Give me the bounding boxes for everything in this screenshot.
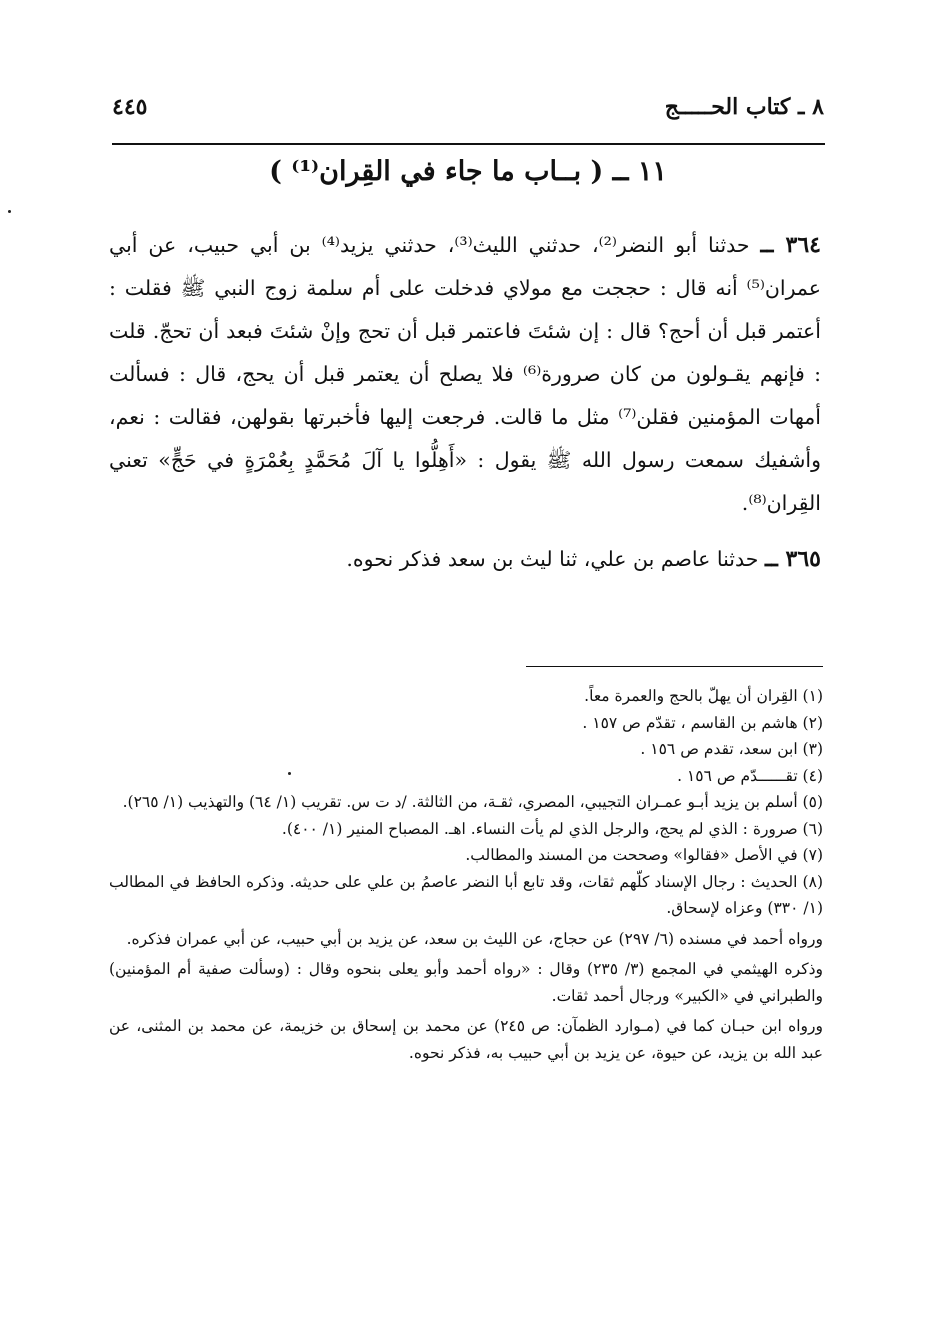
footnote-rule xyxy=(526,666,823,667)
footnote-4: (٤) تقــــــدّم ص ١٥٦ . xyxy=(677,766,823,785)
hadith-365 xyxy=(109,538,821,581)
footnote-7: (٧) في الأصل «فقالوا» وصححت من المسند والمطالب. xyxy=(465,846,823,864)
header-rule xyxy=(112,143,825,145)
footnote-note: وذكره الهيثمي في المجمع (٣/ ٢٣٥) وقال : «رواه أحمد وأبو يعلى بنحوه وقال : (وسألت صفية أم المؤمنين) والطبراني في «الكبير» ورجال أحمد ثقات. xyxy=(109,960,824,1005)
footnote-2: (٢) هاشم بن القاسم ، تقدّم ص ١٥٧ . xyxy=(582,713,823,732)
scan-speck xyxy=(288,772,291,775)
running-head-chapter: ٨ ـ كتاب الحـــــج xyxy=(664,94,824,120)
section-title: ١١ ــ ( بــاب ما جاء في القِران⁽¹⁾ ) xyxy=(269,156,667,187)
hadith-number: ٣٦٤ ــ xyxy=(760,232,821,258)
hadith-number: ٣٦٥ ــ xyxy=(764,546,821,572)
hadith-text: حدثنا عاصم بن علي، ثنا ليث بن سعد فذكر نحوه. xyxy=(346,547,759,571)
footnote-8: (٨) الحديث : رجال الإسناد كلّهم ثقات، وقد تابع أبا النضر عاصمُ بن علي على حديثه. وذكره الحافظ في المطالب (١/ ٣٣٠) وعزاه لإسحاق. xyxy=(109,872,823,917)
page-number: ٤٤٥ xyxy=(112,94,148,120)
hadith-364 xyxy=(109,224,821,525)
footnote-1: (١) القِران أن يهلّ بالحج والعمرة معاً. xyxy=(584,687,823,705)
footnote-note: ورواه أحمد في مسنده (٦/ ٢٩٧) عن حجاج، عن الليث بن سعد، عن يزيد بن أبي حبيب، عن أبي عمران فذكره. xyxy=(126,929,823,948)
footnote-3: (٣) ابن سعد، تقدم ص ١٥٦ . xyxy=(640,740,823,758)
footnote-6: (٦) صرورة : الذي لم يحج، والرجل الذي لم يأت النساء. اهـ. المصباح المنير (١/ ٤٠٠). xyxy=(281,819,823,838)
hadith-text: حدثنا أبو النضر⁽²⁾، حدثني الليث⁽³⁾، حدثني يزيد⁽⁴⁾ بن أبي حبيب، عن أبي عمران⁽⁵⁾ أنه قال : حججت مع مولاي فدخلت على أم سلمة زوج النبي ﷺ فقلت : أعتمر قبل أن أحج؟ قال : إن شئتَ فاعتمر قبل أن تحج وإنْ شئتَ فبعد أن تحجّ. قلت : فإنهم يقـولون من كان صرورة⁽⁶⁾ فلا يصلح أن يعتمر قبل أن يحج، قال : فسألت أمهات المؤمنين فقلن⁽⁷⁾ مثل ما قالت. فرجعت إليها فأخبرتها بقولهن، فقالت : نعم، وأشفيك سمعت رسول الله ﷺ يقول : «أَهِلُّوا يا آلَ مُحَمَّدٍ بِعُمْرَةٍ في حَجٍّ» تعني القِران⁽⁸⁾. xyxy=(109,233,821,515)
footnote-note: ورواه ابن حبـان كما في (مـوارد الظمآن: ص ٢٤٥) عن محمد بن إسحاق بن خزيمة، عن محمد بن المثنى، عن عبد الله بن يزيد، عن حيوة، عن يزيد بن أبي حبيب به، فذكر نحوه. xyxy=(109,1017,823,1062)
main-text xyxy=(109,224,821,581)
page-header xyxy=(112,94,824,134)
footnotes xyxy=(109,683,823,1066)
footnote-5: (٥) أسلم بن يزيد أبـو عمـران التجيبي، المصري، ثقـة، من الثالثة. /د ت س. تقريب (١/ ٦٤) والتهذيب (١/ ٢٦٥). xyxy=(122,793,823,811)
scan-speck xyxy=(8,210,11,213)
